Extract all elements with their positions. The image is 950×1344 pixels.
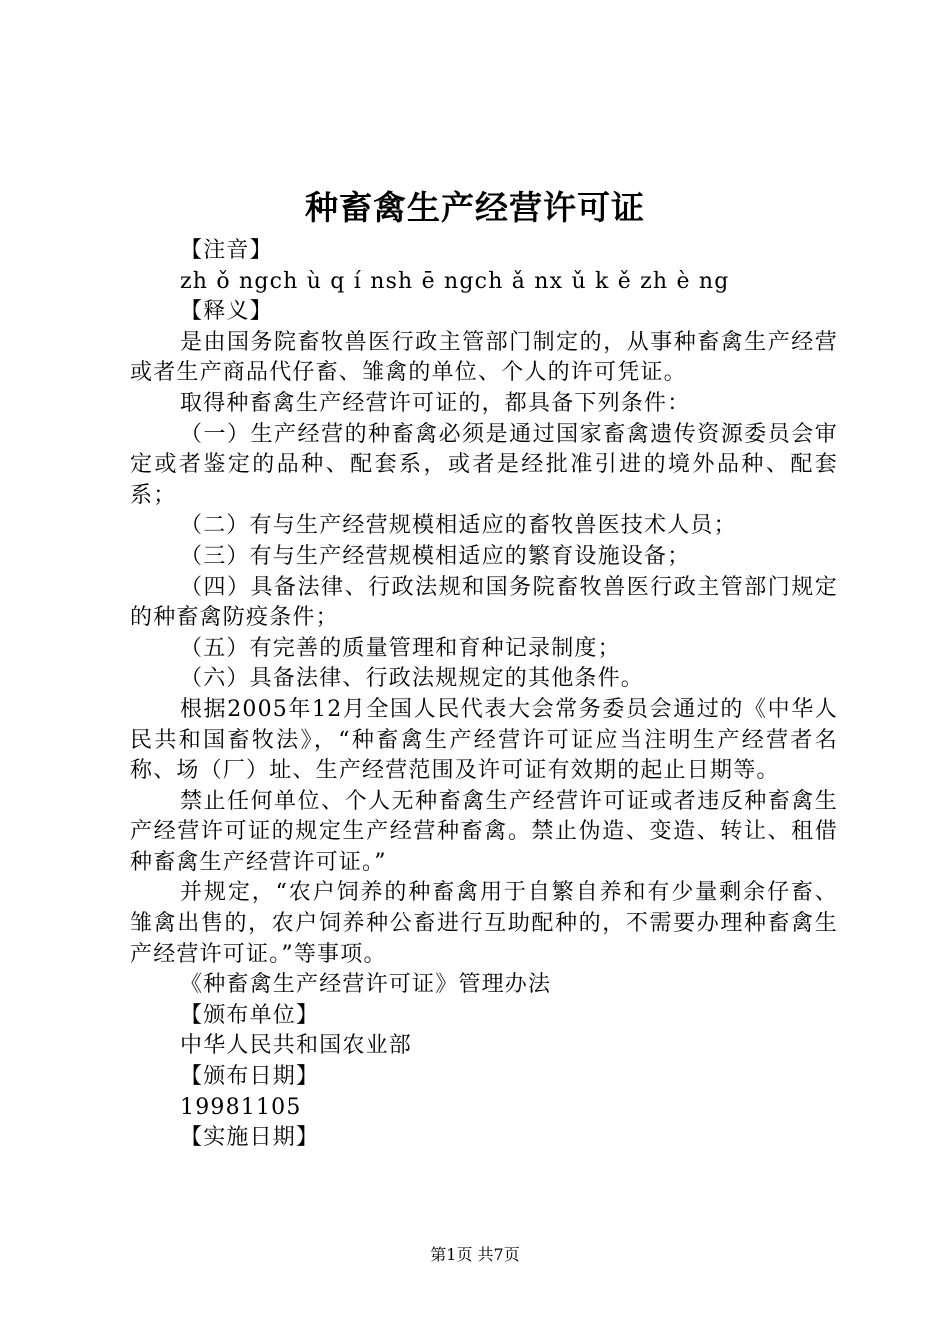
condition-item: （一）生产经营的种畜禽必须是通过国家畜禽遗传资源委员会审定或者鉴定的品种、配套系，或者是经批准引进的境外品种、配套系； [130, 421, 838, 508]
section-heading-effective-date: 【实施日期】 [180, 1125, 320, 1151]
condition-item: （二）有与生产经营规模相适应的畜牧兽医技术人员； [180, 513, 737, 539]
condition-item: （五）有完善的质量管理和育种记录制度； [180, 635, 621, 661]
section-heading-pronunciation: 【注音】 [180, 238, 273, 263]
law-paragraph: 根据2005年12月全国人民代表大会常务委员会通过的《中华人民共和国畜牧法》，“种畜禽生产经营许可证应当注明生产经营者名称、场（厂）址、生产经营范围及许可证有效期的起止日期等。 [130, 696, 838, 784]
condition-item: （六）具备法律、行政法规规定的其他条件。 [180, 666, 645, 692]
section-heading-issue-date: 【颁布日期】 [180, 1064, 320, 1090]
section-heading-issuer: 【颁布单位】 [180, 1002, 320, 1028]
issue-date-value: 19981105 [180, 1094, 302, 1120]
issuer-value: 中华人民共和国农业部 [180, 1033, 413, 1059]
prohibition-paragraph: 禁止任何单位、个人无种畜禽生产经营许可证或者违反种畜禽生产经营许可证的规定生产经营种畜禽。禁止伪造、变造、转让、租借种畜禽生产经营许可证。” [130, 788, 838, 875]
condition-item: （四）具备法律、行政法规和国务院畜牧兽医行政主管部门规定的种畜禽防疫条件； [130, 574, 838, 631]
condition-item: （三）有与生产经营规模相适应的繁育设施设备； [180, 543, 691, 569]
conditions-intro: 取得种畜禽生产经营许可证的，都具备下列条件： [180, 390, 691, 416]
section-heading-definition: 【释义】 [180, 299, 273, 325]
document-body [130, 236, 838, 1154]
management-rules-title: 《种畜禽生产经营许可证》管理办法 [180, 972, 552, 998]
document-title: 种畜禽生产经营许可证 [305, 188, 645, 227]
pinyin-line: zh ǒ ngch ù q í nsh ē ngch ǎ nx ǔ k ě zh è ng [180, 268, 730, 294]
exemption-paragraph: 并规定，“农户饲养的种畜禽用于自繁自养和有少量剩余仔畜、雏禽出售的，农户饲养种公畜进行互助配种的，不需要办理种畜禽生产经营许可证。”等事项。 [130, 880, 838, 967]
definition-paragraph: 是由国务院畜牧兽医行政主管部门制定的，从事种畜禽生产经营或者生产商品代仔畜、雏禽的单位、个人的许可凭证。 [130, 329, 838, 386]
page-number: 第1页 共7页 [430, 1245, 520, 1264]
